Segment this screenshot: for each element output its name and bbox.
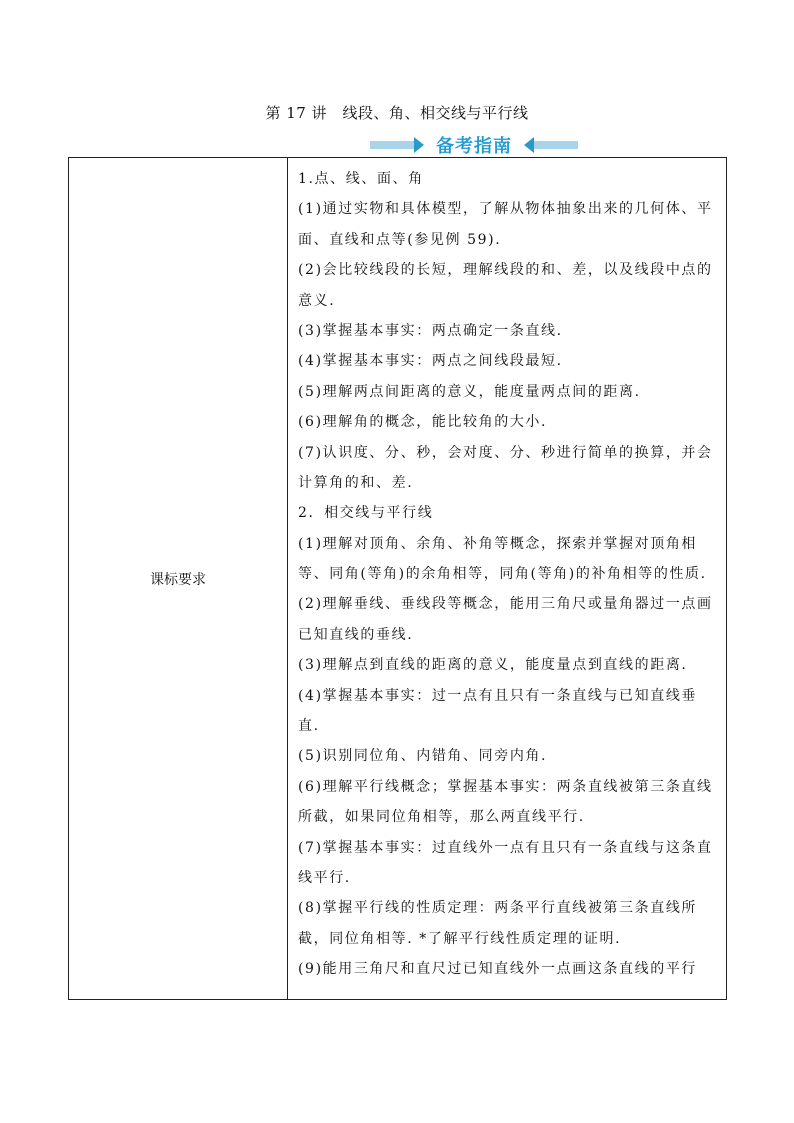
content-line: 意义.: [298, 292, 336, 309]
content-line: (3)理解点到直线的距离的意义，能度量点到直线的距离.: [298, 657, 688, 674]
banner-left-arrow-icon: [414, 137, 424, 153]
banner-left-bar: [370, 141, 414, 149]
page-title: 第 17 讲 线段、角、相交线与平行线: [265, 104, 529, 122]
content-line: 所截，如果同位角相等，那么两直线平行.: [298, 809, 585, 826]
content-line: 计算角的和、差.: [298, 474, 414, 491]
content-line: (6)理解平行线概念；掌握基本事实：两条直线被第三条直线: [298, 778, 713, 795]
table-label-cell: [69, 158, 287, 999]
content-line: 面、直线和点等(参见例 59).: [298, 231, 502, 248]
content-line: (5)理解两点间距离的意义，能度量两点间的距离.: [298, 383, 641, 400]
content-line: 截，同位角相等. *了解平行线性质定理的证明.: [298, 930, 622, 947]
banner-right-bar: [534, 141, 578, 149]
content-line: (2)会比较线段的长短，理解线段的和、差，以及线段中点的: [298, 262, 713, 279]
banner-label: 备考指南: [436, 136, 512, 157]
content-line: (4)掌握基本事实：两点之间线段最短.: [298, 353, 563, 370]
content-line: (4)掌握基本事实：过一点有且只有一条直线与已知直线垂: [298, 687, 698, 704]
content-line: (5)识别同位角、内错角、同旁内角.: [298, 748, 548, 765]
content-line: (1)通过实物和具体模型，了解从物体抽象出来的几何体、平: [298, 201, 713, 218]
content-line: (2)理解垂线、垂线段等概念，能用三角尺或量角器过一点画: [298, 596, 713, 613]
content-line: 2．相交线与平行线: [298, 505, 434, 522]
content-line: 线平行.: [298, 869, 351, 886]
table-divider: [287, 158, 288, 999]
content-line: (9)能用三角尺和直尺过已知直线外一点画这条直线的平行: [298, 961, 698, 978]
table-label: 课标要求: [150, 571, 206, 588]
curriculum-table: [68, 157, 727, 1000]
content-line: 1.点、线、面、角: [298, 171, 424, 187]
table-content-cell: [298, 164, 718, 985]
section-banner: [370, 132, 578, 158]
content-line: 已知直线的垂线.: [298, 626, 414, 643]
content-line: (3)掌握基本事实：两点确定一条直线.: [298, 322, 563, 339]
content-line: (1)理解对顶角、余角、补角等概念，探索并掌握对顶角相: [298, 535, 698, 552]
content-line: (8)掌握平行线的性质定理：两条平行直线被第三条直线所: [298, 900, 698, 917]
content-line: 直.: [298, 718, 320, 735]
content-line: (7)认识度、分、秒，会对度、分、秒进行简单的换算，并会: [298, 444, 713, 461]
content-line: 等、同角(等角)的余角相等，同角(等角)的补角相等的性质.: [298, 566, 707, 583]
banner-right-arrow-icon: [524, 137, 534, 153]
content-line: (6)理解角的概念，能比较角的大小.: [298, 414, 548, 431]
content-line: (7)掌握基本事实：过直线外一点有且只有一条直线与这条直: [298, 839, 713, 856]
